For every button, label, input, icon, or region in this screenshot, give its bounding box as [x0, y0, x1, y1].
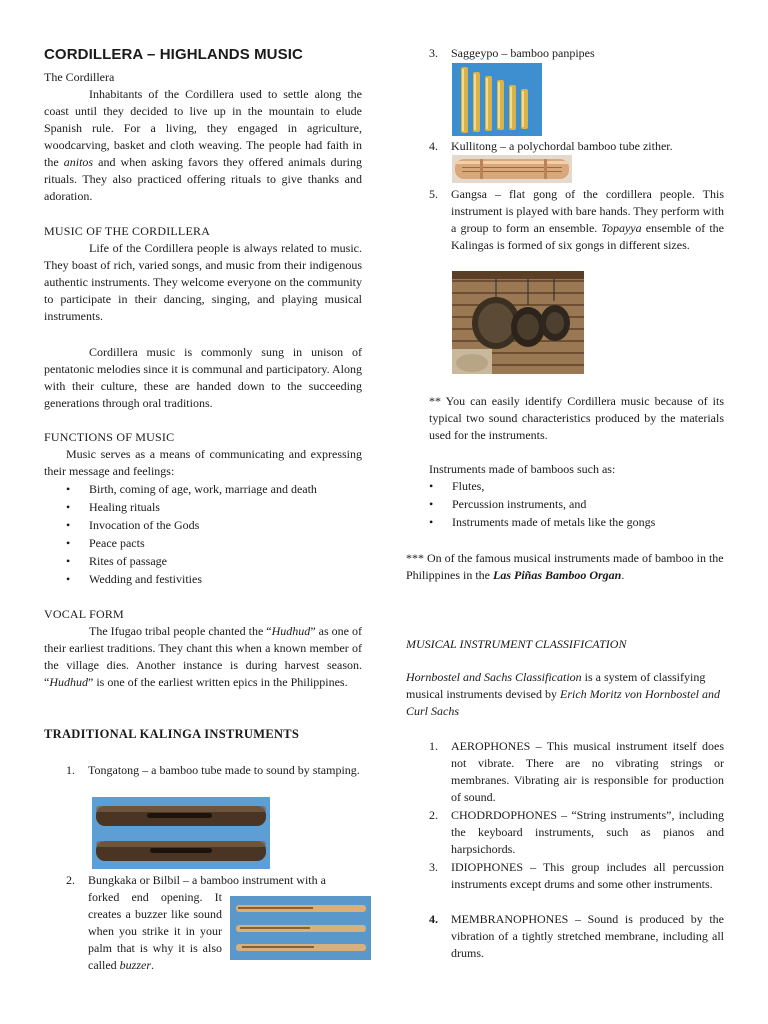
item-number: 4. [429, 139, 438, 153]
cordillera-paragraph: Inhabitants of the Cordillera used to settle along the coast until they decided to live up in the mountain to elude Spanish rule. For a living, they engaged in agriculture, woodcarving, basket and cloth weaving. The people had faith in the anitos and when asking favors they offered animals during rituals. They also practiced offering rituals to give thanks and adoration. [44, 87, 362, 203]
item-text-line1: Bungkaka or Bilbil – a bamboo instrument with a [88, 873, 326, 887]
identify-paragraph: ** You can easily identify Cordillera music because of its typical two sound characteristics produced by the materials used for the instruments. [429, 394, 724, 442]
tongatong-image [92, 797, 270, 869]
item-text: AEROPHONES – This musical instrument itself does not vibrate. There are no vibrating strings or membranes. Vibrating air is responsible for production of sound. [451, 739, 724, 804]
kullitong-image [452, 155, 572, 183]
list-item: • Flutes, [407, 478, 724, 496]
item-text: Tongatong – a bamboo tube made to sound by stamping. [88, 763, 360, 777]
vocal-section [44, 606, 362, 691]
item-number: 2. [429, 808, 438, 822]
music-section [44, 223, 362, 325]
functions-section [44, 429, 362, 589]
item-tongatong [66, 762, 362, 779]
item-number: 3. [429, 860, 438, 874]
list-item: • Instruments made of metals like the gongs [407, 514, 724, 532]
list-item: • Wedding and festivities [44, 571, 362, 589]
music-heading: MUSIC OF THE CORDILLERA [44, 224, 211, 238]
class-item-3 [429, 859, 724, 893]
list-item: • Percussion instruments, and [407, 496, 724, 514]
item-number: 4. [429, 912, 438, 926]
item-number: 2. [66, 873, 75, 887]
page-title: CORDILLERA – HIGHLANDS MUSIC [44, 46, 303, 63]
classification-heading: MUSICAL INSTRUMENT CLASSIFICATION [406, 637, 627, 651]
list-item: • Healing rituals [44, 499, 362, 517]
cordillera-label: The Cordillera [44, 70, 115, 84]
hornbostel-block [406, 669, 724, 720]
vocal-heading: VOCAL FORM [44, 607, 124, 621]
bamboo-block [429, 461, 724, 532]
item-text: Saggeypo – bamboo panpipes [451, 46, 595, 60]
item-text-line2: forked end opening. It creates a buzzer like sound when you strike it in your palm that is why it is also called buzzer. [88, 890, 222, 972]
cordillera-section [44, 69, 362, 205]
hornbostel-paragraph: Hornbostel and Sachs Classification is a system of classifying musical instruments devised by Erich Moritz von Hornbostel and Curl Sachs [406, 670, 720, 718]
item-text: MEMBRANOPHONES – Sound is produced by the vibration of a tightly stretched membrane, including all drums. [451, 912, 724, 960]
functions-paragraph: Music serves as a means of communicating and expressing their message and feelings: [44, 447, 362, 478]
item-gangsa [429, 186, 724, 254]
identify-block [429, 393, 724, 444]
gangsa-image [452, 271, 584, 374]
music-paragraph-1: Life of the Cordillera people is always related to music. They boast of rich, varied songs, and music from their indigenous authentic instruments. They welcome everyone on the community to participate in their dancing, singing, and playing musical instruments. [44, 241, 362, 323]
list-item: • Rites of passage [44, 553, 362, 571]
functions-list [44, 481, 362, 589]
famous-block [406, 550, 724, 584]
class-item-2 [429, 807, 724, 858]
item-text: IDIOPHONES – This group includes all percussion instruments except drums and some other instruments. [451, 860, 724, 891]
item-text: Kullitong – a polychordal bamboo tube zither. [451, 139, 673, 153]
bamboo-intro: Instruments made of bamboos such as: [429, 462, 616, 476]
item-number: 1. [66, 763, 75, 777]
list-item: • Invocation of the Gods [44, 517, 362, 535]
item-text: Gangsa – flat gong of the cordillera people. This instrument is played with bare hands. They perform with a group to form an ensemble. Topayya ensemble of the Kalingas is formed of six gongs in different sizes. [451, 187, 724, 252]
music-paragraph-2-block [44, 344, 362, 412]
vocal-paragraph: The Ifugao tribal people chanted the “Hudhud” as one of their earliest traditions. They chant this when a known member of the village dies. Another instance is during harvest season. “Hudhud” is one of the earliest written epics in the Philippines. [44, 624, 362, 689]
item-text: CHODRDOPHONES – “String instruments”, including the keyboard instruments, such as pianos and harpsichords. [451, 808, 724, 856]
item-number: 1. [429, 739, 438, 753]
item-number: 3. [429, 46, 438, 60]
bungkaka-image [230, 896, 371, 960]
bungkaka-description [88, 889, 222, 974]
class-item-1 [429, 738, 724, 806]
item-kullitong [429, 138, 724, 155]
bamboo-list [407, 478, 724, 532]
famous-paragraph: *** On of the famous musical instruments made of bamboo in the Philippines in the Las Piñas Bamboo Organ. [406, 551, 724, 582]
kalinga-heading: TRADITIONAL KALINGA INSTRUMENTS [44, 727, 300, 741]
list-item: • Peace pacts [44, 535, 362, 553]
item-bungkaka [66, 872, 362, 889]
item-saggeypo [429, 45, 724, 62]
list-item: • Birth, coming of age, work, marriage and death [44, 481, 362, 499]
class-item-4 [429, 911, 724, 962]
functions-heading: FUNCTIONS OF MUSIC [44, 430, 175, 444]
saggeypo-image [452, 63, 542, 136]
item-number: 5. [429, 187, 438, 201]
music-paragraph-2: Cordillera music is commonly sung in unison of pentatonic melodies since it is communal and participatory. Along with their culture, these are handed down to the succeeding generations through oral traditions. [44, 345, 362, 410]
